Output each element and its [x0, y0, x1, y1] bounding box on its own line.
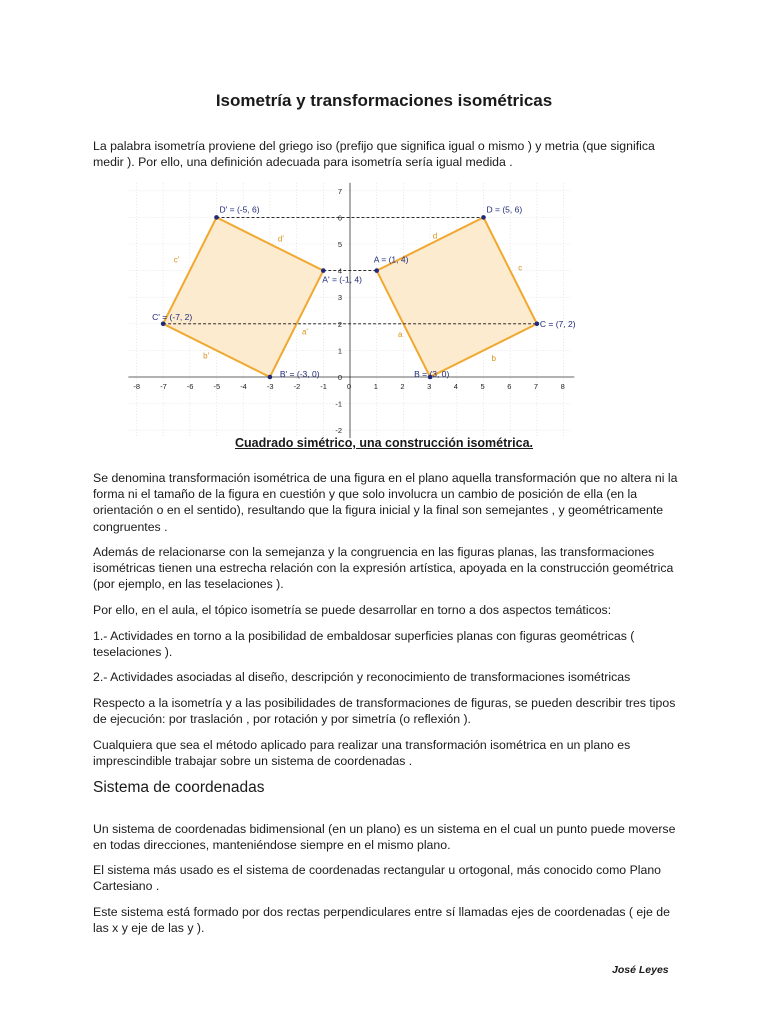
x-tick-label: -4	[240, 382, 247, 391]
x-tick-label: 2	[400, 382, 405, 391]
x-tick-label: -6	[186, 382, 194, 391]
paragraph-actividad-2: 2.- Actividades asociadas al diseño, descripción y reconocimiento de transformaciones isométricas	[93, 670, 631, 684]
x-tick-label: -1	[320, 382, 327, 391]
point-label-A: A = (1, 4)	[373, 254, 409, 265]
point-label-C: C = (7, 2)	[539, 318, 576, 329]
polygon-original	[377, 217, 537, 377]
x-tick-label: -2	[293, 382, 301, 391]
paragraph-tipos-ejecucion: Respecto a la isometría y a las posibilidades de transformaciones de figuras, se pueden describir tres tipos de ejecución: por traslación , por rotación y por simetría (o reflexión ).	[93, 696, 676, 727]
isometry-figure	[133, 178, 630, 436]
x-tick-label: -7	[160, 382, 167, 391]
paragraph-actividad-1: 1.- Actividades en torno a la posibilidad de embaldosar superficies planas con figuras geométricas ( teselaciones ).	[93, 629, 635, 660]
side-label: d'	[277, 234, 284, 244]
y-tick-label: 5	[337, 240, 342, 249]
side-label: d	[432, 231, 438, 241]
page-title: Isometría y transformaciones isométricas	[215, 91, 553, 110]
y-tick-label: 1	[337, 346, 342, 356]
paragraph-ejes: Este sistema está formado por dos rectas perpendiculares entre sí llamadas ejes de coordenadas ( eje de las x y eje de las y ).	[93, 905, 670, 936]
paragraph-aula: Por ello, en el aula, el tópico isometría se puede desarrollar en torno a dos aspectos temáticos:	[93, 603, 612, 617]
point-label-C': C' = (-7, 2)	[152, 311, 193, 322]
y-tick-label: 0	[337, 373, 342, 382]
side-label: a'	[301, 327, 308, 337]
x-tick-label: 6	[507, 382, 512, 391]
y-tick-label: -1	[335, 399, 342, 409]
point-A	[374, 268, 379, 273]
side-label: c'	[173, 255, 180, 265]
x-tick-label: 1	[373, 382, 378, 391]
point-B'	[268, 375, 273, 380]
paragraph-plano-cartesiano: El sistema más usado es el sistema de coordenadas rectangular u ortogonal, más conocido como Plano Cartesiano .	[93, 863, 662, 894]
x-tick-label: -3	[266, 382, 274, 391]
y-tick-label: 2	[337, 319, 342, 329]
y-tick-label: 7	[337, 186, 342, 196]
paragraph-metodo: Cualquiera que sea el método aplicado para realizar una transformación isométrica en un plano es imprescindible trabajar sobre un sistema de coordenadas .	[93, 738, 631, 769]
paragraph-transformacion: Se denomina transformación isométrica de una figura en el plano aquella transformación que no altera ni la forma ni el tamaño de la figura en cuestión y que solo involucra un cambio de posición de ella (en la orientación o en el sentido), resultando que la figura inicial y la final son semejantes , y geométricamente congruentes .	[93, 471, 678, 534]
side-label: a	[398, 330, 403, 340]
x-tick-label: -5	[213, 382, 221, 391]
paragraph-semejanza: Además de relacionarse con la semejanza y la congruencia en las figuras planas, las transformaciones isométricas tienen una estrecha relación con la expresión artística, apoyada en la construcción geométrica (por ejemplo, en las teselaciones ).	[93, 545, 674, 592]
point-A'	[321, 268, 326, 273]
x-tick-label: 0	[347, 382, 352, 391]
y-tick-label: 3	[337, 293, 342, 303]
point-label-A': A' = (-1, 4)	[322, 274, 362, 285]
x-tick-label: -8	[133, 382, 141, 391]
point-label-D: D = (5, 6)	[486, 204, 523, 215]
point-C'	[161, 322, 166, 327]
point-D'	[214, 215, 219, 220]
x-tick-label: 8	[560, 382, 565, 391]
x-tick-label: 5	[480, 382, 485, 391]
side-label: b'	[203, 351, 210, 361]
point-label-B': B' = (-3, 0)	[279, 369, 320, 379]
y-tick-label: 6	[337, 213, 342, 223]
point-label-B: B = (3, 0)	[414, 369, 450, 379]
section-heading: Sistema de coordenadas	[93, 779, 265, 796]
point-D	[481, 215, 486, 220]
figure-caption: Cuadrado simétrico, una construcción isométrica.	[235, 436, 533, 450]
point-C	[535, 322, 540, 327]
footer-author: José Leyes	[612, 964, 669, 976]
x-tick-label: 7	[533, 382, 539, 391]
side-label: c	[518, 263, 523, 273]
x-tick-label: 4	[453, 382, 458, 391]
x-tick-label: 3	[427, 382, 432, 391]
point-label-D': D' = (-5, 6)	[219, 204, 260, 215]
polygon-reflected	[163, 217, 323, 377]
paragraph-sistema-bidimensional: Un sistema de coordenadas bidimensional (en un plano) es un sistema en el cual un punto puede moverse en todas direcciones, manteniéndose siempre en el mismo plano.	[93, 822, 676, 853]
y-tick-label: -2	[335, 426, 342, 436]
intro-paragraph: La palabra isometría proviene del griego iso (prefijo que significa igual o mismo ) y metria (que significa medir ). Por ello, una definición adecuada para isometría sería igual medida .	[93, 139, 655, 170]
y-tick-label: 4	[337, 266, 342, 276]
side-label: b	[491, 354, 496, 364]
